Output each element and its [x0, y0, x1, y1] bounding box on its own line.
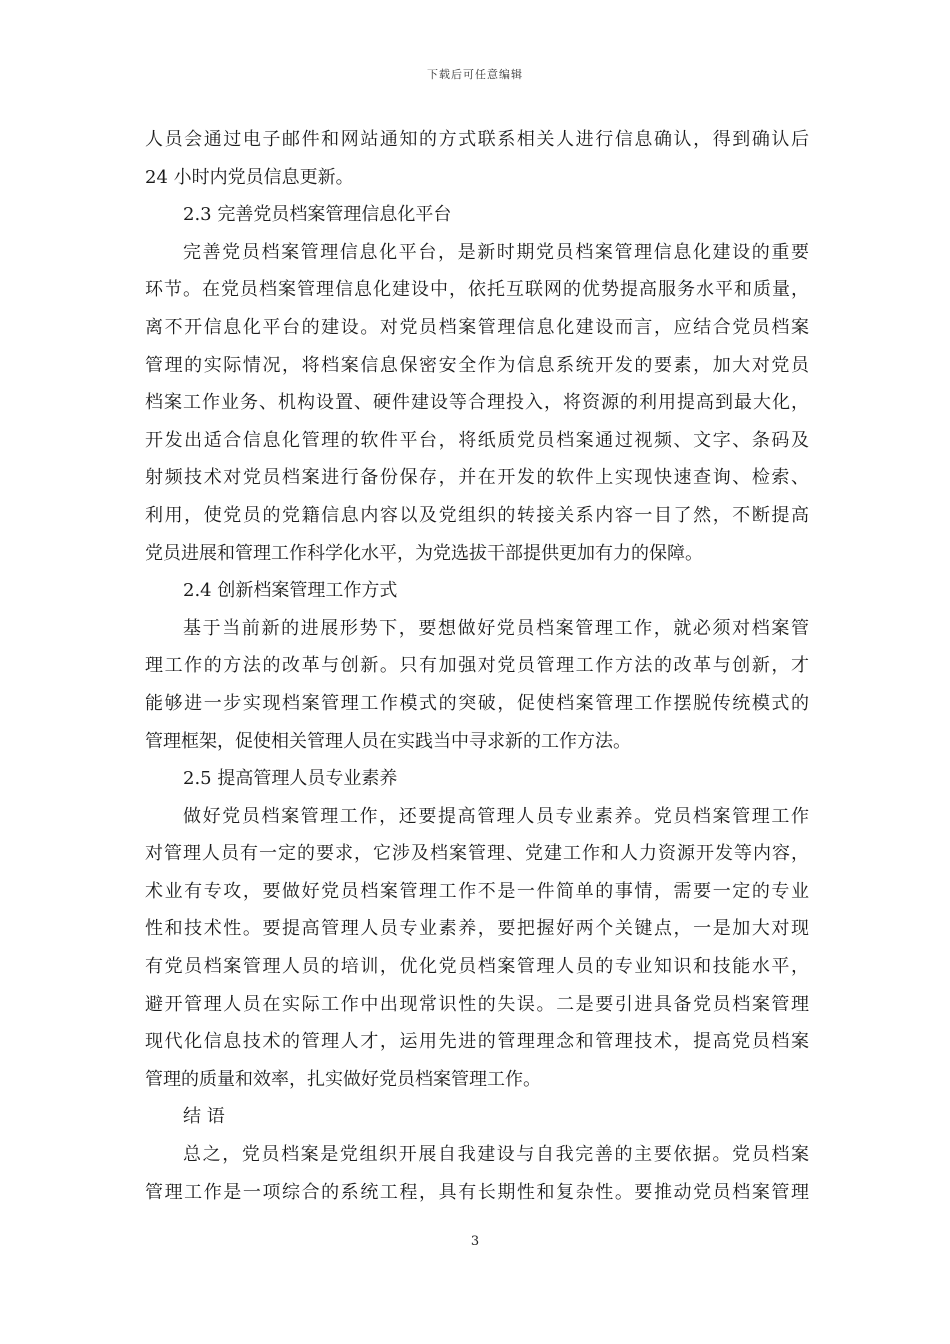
text-line: 管理框架，促使相关管理人员在实践当中寻求新的工作方法。: [145, 730, 631, 752]
text-line: 管理的实际情况，将档案信息保密安全作为信息系统开发的要素，加大对党员: [145, 354, 809, 376]
text-line: 现代化信息技术的管理人才，运用先进的管理理念和管理技术，提高党员档案: [145, 1031, 809, 1053]
text-line: 基于当前新的进展形势下，要想做好党员档案管理工作，就必须对档案管: [183, 617, 809, 639]
text-line: 利用，使党员的党籍信息内容以及党组织的转接关系内容一目了然，不断提高: [145, 504, 809, 526]
text-line: 管理的质量和效率，扎实做好党员档案管理工作。: [145, 1068, 541, 1090]
text-line: 党员进展和管理工作科学化水平，为党选拔干部提供更加有力的保障。: [145, 542, 703, 564]
text-line: 24 小时内党员信息更新。: [145, 166, 354, 188]
text-line: 对管理人员有一定的要求，它涉及档案管理、党建工作和人力资源开发等内容，: [145, 843, 809, 865]
text-line: 做好党员档案管理工作，还要提高管理人员专业素养。党员档案管理工作: [183, 805, 809, 827]
text-line: 能够进一步实现档案管理工作模式的突破，促使档案管理工作摆脱传统模式的: [145, 692, 809, 714]
text-line: 2.3 完善党员档案管理信息化平台: [183, 204, 452, 226]
page-header: 下载后可任意编辑: [427, 68, 523, 81]
text-line: 术业有专攻，要做好党员档案管理工作不是一件简单的事情，需要一定的专业: [145, 880, 809, 902]
text-line: 射频技术对党员档案进行备份保存，并在开发的软件上实现快速查询、检索、: [145, 467, 809, 489]
text-line: 环节。在党员档案管理信息化建设中，依托互联网的优势提高服务水平和质量，: [145, 279, 809, 301]
text-line: 有党员档案管理人员的培训，优化党员档案管理人员的专业知识和技能水平，: [145, 956, 809, 978]
text-line: 档案工作业务、机构设置、硬件建设等合理投入，将资源的利用提高到最大化，: [145, 392, 809, 414]
text-line: 2.4 创新档案管理工作方式: [183, 580, 398, 602]
text-line: 结 语: [183, 1106, 225, 1128]
page-number: 3: [470, 1234, 480, 1249]
text-line: 2.5 提高管理人员专业素养: [183, 768, 398, 790]
text-line: 性和技术性。要提高管理人员专业素养，要把握好两个关键点，一是加大对现: [145, 918, 809, 940]
text-line: 管理工作是一项综合的系统工程，具有长期性和复杂性。要推动党员档案管理: [145, 1181, 809, 1203]
text-line: 离不开信息化平台的建设。对党员档案管理信息化建设而言，应结合党员档案: [145, 316, 809, 338]
text-line: 理工作的方法的改革与创新。只有加强对党员管理工作方法的改革与创新，才: [145, 655, 809, 677]
text-line: 完善党员档案管理信息化平台，是新时期党员档案管理信息化建设的重要: [183, 241, 809, 263]
document-body: [145, 121, 809, 1211]
text-line: 避开管理人员在实际工作中出现常识性的失误。二是要引进具备党员档案管理: [145, 993, 809, 1015]
text-line: 总之，党员档案是党组织开展自我建设与自我完善的主要依据。党员档案: [183, 1144, 809, 1166]
text-line: 开发出适合信息化管理的软件平台，将纸质党员档案通过视频、文字、条码及: [145, 429, 809, 451]
text-line: 人员会通过电子邮件和网站通知的方式联系相关人进行信息确认，得到确认后: [145, 129, 809, 150]
